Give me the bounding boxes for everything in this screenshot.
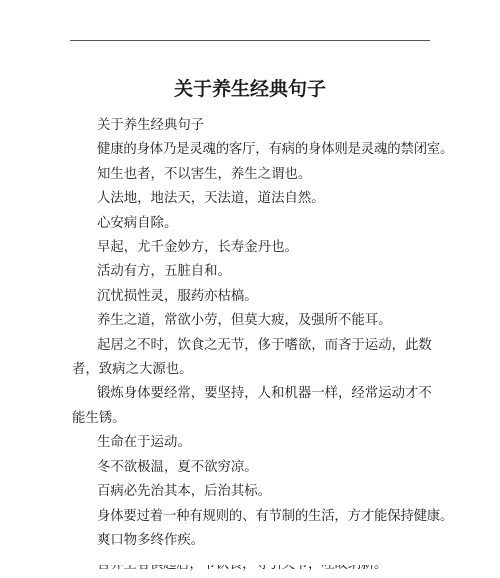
paragraph-15: 身体要过着一种有规则的、有节制的生活，方才能保持健康。 [97,508,454,524]
document-body [72,114,454,578]
paragraph-1: 关于养生经典句子 [97,118,205,133]
paragraph-13: 冬不欲极温，夏不欲穷凉。 [97,459,258,475]
paragraph-7: 活动有方，五脏自和。 [97,264,231,280]
paragraph-6: 早起，尤千金妙方，长寿金丹也。 [97,240,298,256]
paragraph-2: 健康的身体乃是灵魂的客厅，有病的身体则是灵魂的禁闭室。 [97,142,454,158]
paragraph-16: 爽口物多终作疾。 [97,532,205,548]
paragraph-11: 锻炼身体要经常，要坚持，人和机器一样，经常运动才不能生锈。 [72,386,432,426]
paragraph-5: 心安病自除。 [97,215,178,231]
paragraph-4: 人法地，地法天，天法道，道法自然。 [97,191,325,207]
paragraph-14: 百病必先治其本，后治其标。 [97,484,272,500]
top-divider [70,40,430,41]
paragraph-12: 生命在于运动。 [97,435,191,451]
paragraph-8: 沉忧损性灵，服药亦枯槁。 [97,288,258,304]
paragraph-9: 养生之道，常欲小劳，但莫大疲，及强所不能耳。 [97,313,392,329]
page-cutoff [0,553,500,565]
paragraph-10: 起居之不时，饮食之无节，侈于嗜欲，而吝于运动，此数者，致病之大源也。 [72,337,432,378]
paragraph-3: 知生也者，不以害生，养生之谓也。 [97,166,312,182]
document-title: 关于养生经典句子 [173,78,326,100]
